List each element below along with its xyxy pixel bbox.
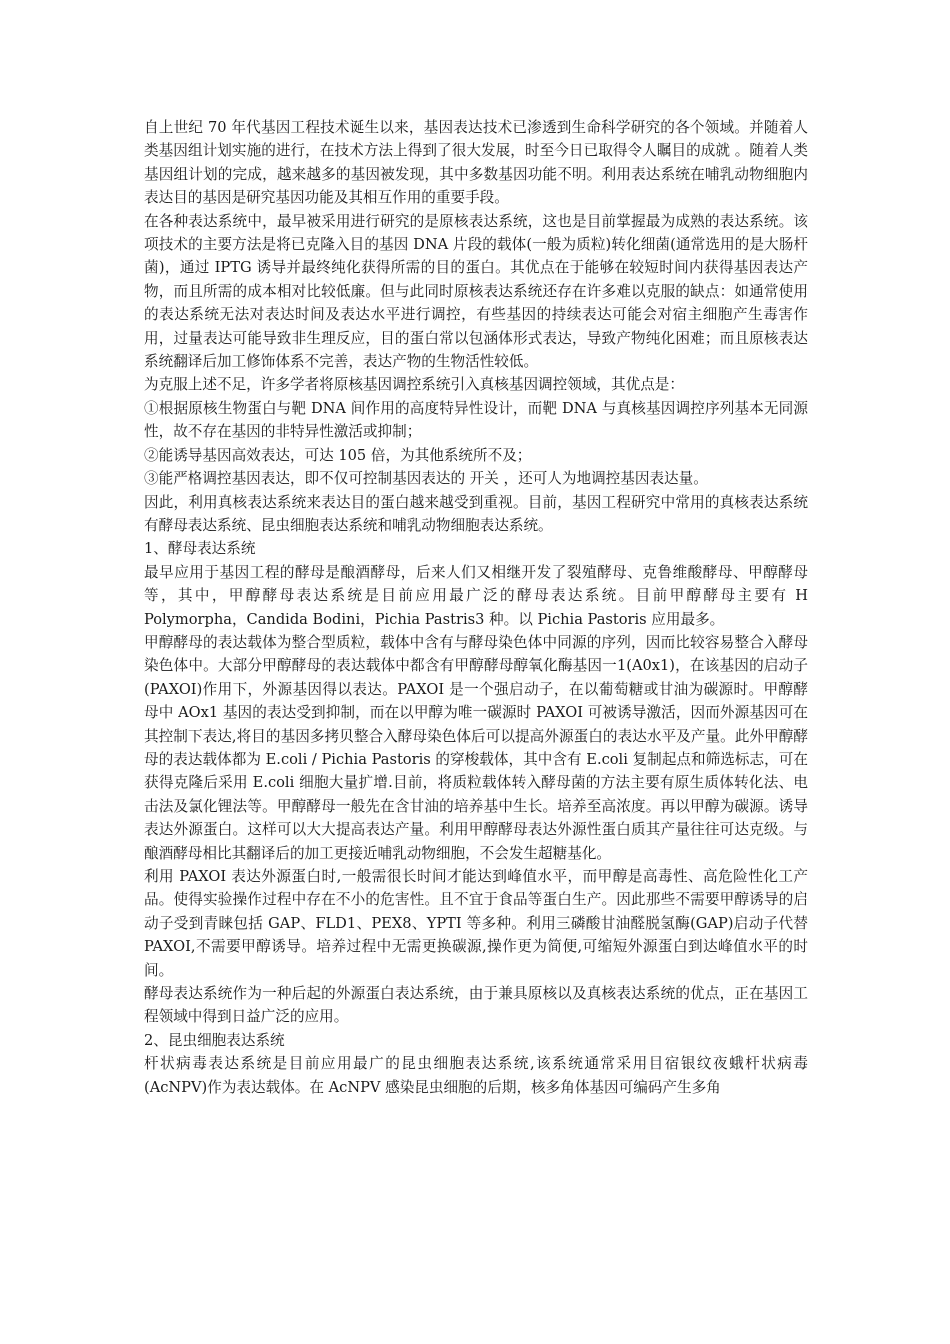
paragraph-intro: 自上世纪 70 年代基因工程技术诞生以来，基因表达技术已渗透到生命科学研究的各个领域。并随着人类基因组计划实施的进行，在技术方法上得到了很大发展，时至今日已取得令人瞩目的成就 。随着人类基因组计划的完成，越来越多的基因被发现，其中多数基因功能不明。利用表达系统在哺乳动物细胞内表达目的基因是研究基因功能及其相互作用的重要手段。 bbox=[144, 119, 808, 207]
document-body bbox=[144, 116, 808, 1099]
paragraph-advantages-intro: 为克服上述不足，许多学者将原核基因调控系统引入真核基因调控领域，其优点是： bbox=[144, 376, 684, 394]
list-item-advantage-3: ③能严格调控基因表达，即不仅可控制基因表达的 开关 ，还可人为地调控基因表达量。 bbox=[144, 470, 708, 488]
paragraph-prokaryotic: 在各种表达系统中，最早被采用进行研究的是原核表达系统，这也是目前掌握最为成熟的表达系统。该项技术的主要方法是将已克隆入目的基因 DNA 片段的载体(一般为质粒)转化细菌(通常选用的是大肠杆菌)，通过 IPTG 诱导并最终纯化获得所需的目的蛋白。其优点在于能够在较短时间内获得基因表达产物，而且所需的成本相对比较低廉。但与此同时原核表达系统还存在许多难以克服的缺点：如通常使用的表达系统无法对表达时间及表达水平进行调控，有些基因的持续表达可能会对宿主细胞产生毒害作用，过量表达可能导致非生理反应，目的蛋白常以包涵体形式表达，导致产物纯化困难；而且原核表达系统翻译后加工修饰体系不完善，表达产物的生物活性较低。 bbox=[144, 212, 808, 371]
paragraph-yeast-intro: 最早应用于基因工程的酵母是酿酒酵母，后来人们又相继开发了裂殖酵母、克鲁维酸酵母、甲醇酵母等，其中，甲醇酵母表达系统是目前应用最广泛的酵母表达系统。目前甲醇酵母主要有 H Polymorpha，Candida Bodini，Pichia Pastris3 种。以 Pichia Pastoris 应用最多。 bbox=[144, 563, 808, 628]
paragraph-insect-intro: 杆状病毒表达系统是目前应用最广的昆虫细胞表达系统,该系统通常采用目宿银纹夜蛾杆状病毒(AcNPV)作为表达载体。在 AcNPV 感染昆虫细胞的后期，核多角体基因可编码产生多角 bbox=[144, 1055, 808, 1096]
paragraph-yeast-promoter: 利用 PAXOI 表达外源蛋白时,一般需很长时间才能达到峰值水平，而甲醇是高毒性、高危险性化工产品。使得实验操作过程中存在不小的危害性。且不宜于食品等蛋白生产。因此那些不需要甲醇诱导的启动子受到青睐包括 GAP、FLD1、PEX8、YPTI 等多种。利用三磷酸甘油醛脱氢酶(GAP)启动子代替 PAXOI,不需要甲醇诱导。培养过程中无需更换碳源,操作更为简便,可缩短外源蛋白到达峰值水平的时间。 bbox=[144, 868, 808, 979]
paragraph-yeast-vector: 甲醇酵母的表达载体为整合型质粒，载体中含有与酵母染色体中同源的序列，因而比较容易整合入酵母染色体中。大部分甲醇酵母的表达载体中都含有甲醇酵母醇氧化酶基因一1(A0x1)，在该基因的启动子(PAXOI)作用下，外源基因得以表达。PAXOI 是一个强启动子，在以葡萄糖或甘油为碳源时。甲醇酵母中 AOx1 基因的表达受到抑制，而在以甲醇为唯一碳源时 PAXOI 可被诱导激活，因而外源基因可在其控制下表达,将目的基因多拷贝整合入酵母染色体后可以提高外源蛋白的表达水平及产量。此外甲醇酵母的表达载体都为 E.coli / Pichia Pastoris 的穿梭载体，其中含有 E.coli 复制起点和筛选标志，可在获得克隆后采用 E.coli 细胞大量扩增.目前，将质粒载体转入酵母菌的方法主要有原生质体转化法、电击法及氯化锂法等。甲醇酵母一般先在含甘油的培养基中生长。培养至高浓度。再以甲醇为碳源。诱导表达外源蛋白。这样可以大大提高表达产量。利用甲醇酵母表达外源性蛋白质其产量往往可达克级。与酿酒酵母相比其翻译后的加工更接近哺乳动物细胞，不会发生超糖基化。 bbox=[144, 633, 808, 862]
section-heading-yeast: 1、酵母表达系统 bbox=[144, 540, 256, 558]
section-heading-insect: 2、昆虫细胞表达系统 bbox=[144, 1031, 285, 1049]
paragraph-yeast-summary: 酵母表达系统作为一种后起的外源蛋白表达系统，由于兼具原核以及真核表达系统的优点，正在基因工程领域中得到日益广泛的应用。 bbox=[144, 985, 808, 1026]
list-item-advantage-2: ②能诱导基因高效表达，可达 105 倍，为其他系统所不及； bbox=[144, 446, 532, 464]
list-item-advantage-1: ①根据原核生物蛋白与靶 DNA 间作用的高度特异性设计，而靶 DNA 与真核基因调控序列基本无同源性，故不存在基因的非特异性激活或抑制； bbox=[144, 399, 808, 441]
paragraph-eukaryotic-summary: 因此，利用真核表达系统来表达目的蛋白越来越受到重视。目前，基因工程研究中常用的真核表达系统有酵母表达系统、昆虫细胞表达系统和哺乳动物细胞表达系统。 bbox=[144, 493, 808, 534]
